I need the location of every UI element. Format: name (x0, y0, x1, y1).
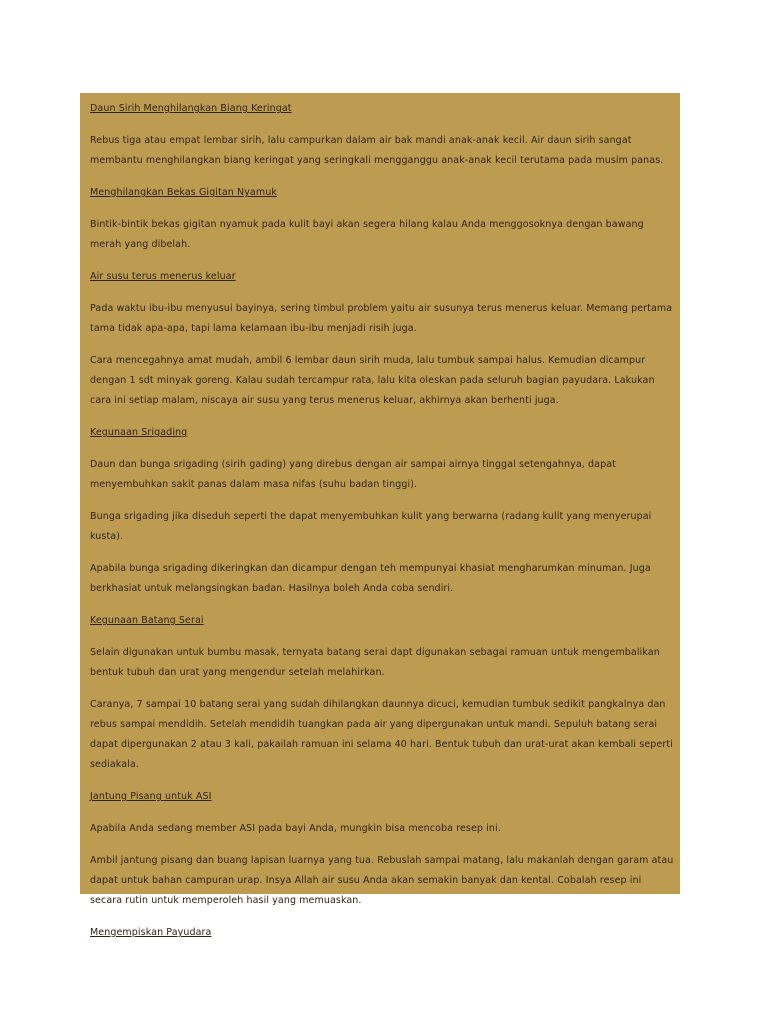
section-paragraph: Caranya, 7 sampai 10 batang serai yang sudah dihilangkan daunnya dicuci, kemudian tumbuk sedikit pangkalnya dan rebus sampai mendidih. Setelah mendidih tuangkan pada air yang dipergunakan untuk mandi. Sepuluh batang serai dapat dipergunakan 2 atau 3 kali, pakailah ramuan ini selama 40 hari. Bentuk tubuh dan urat-urat akan kembali seperti sediakala. (90, 699, 673, 770)
section-paragraph: Selain digunakan untuk bumbu masak, ternyata batang serai dapt digunakan sebagai ramuan untuk mengembalikan bentuk tubuh dan urat yang mengendur setelah melahirkan. (90, 647, 660, 678)
section-heading: Air susu terus menerus keluar (90, 271, 236, 282)
section-heading: Kegunaan Batang Serai (90, 615, 204, 626)
section-paragraph: Bunga srigading jika diseduh seperti the dapat menyembuhkan kulit yang berwarna (radang kulit yang menyerupai kusta). (90, 511, 652, 542)
section-heading: Menghilangkan Bekas Gigitan Nyamuk (90, 187, 277, 198)
article-body (90, 99, 674, 955)
document-page (80, 93, 680, 938)
section-paragraph: Pada waktu ibu-ibu menyusui bayinya, sering timbul problem yaitu air susunya terus menerus keluar. Memang pertama tama tidak apa-apa, tapi lama kelamaan ibu-ibu menjadi risih juga. (90, 303, 673, 334)
section-paragraph: Daun dan bunga srigading (sirih gading) yang direbus dengan air sampai airnya tinggal setengahnya, dapat menyembuhkan sakit panas dalam masa nifas (suhu badan tinggi). (90, 459, 616, 490)
section-paragraph: Apabila bunga srigading dikeringkan dan dicampur dengan teh mempunyai khasiat mengharumkan minuman. Juga berkhasiat untuk melangsingkan badan. Hasilnya boleh Anda coba sendiri. (90, 563, 651, 594)
section-heading: Daun Sirih Menghilangkan Biang Keringat (90, 103, 292, 114)
section-heading: Jantung Pisang untuk ASI (90, 791, 212, 802)
section-paragraph: Cara mencegahnya amat mudah, ambil 6 lembar daun sirih muda, lalu tumbuk sampai halus. Kemudian dicampur dengan 1 sdt minyak goreng. Kalau sudah tercampur rata, lalu kita oleskan pada seluruh bagian payudara. Lakukan cara ini setiap malam, niscaya air susu yang terus menerus keluar, akhirnya akan berhenti juga. (90, 355, 655, 406)
section-heading: Kegunaan Srigading (90, 427, 188, 438)
section-paragraph: Bintik-bintik bekas gigitan nyamuk pada kulit bayi akan segera hilang kalau Anda menggosoknya dengan bawang merah yang dibelah. (90, 219, 644, 250)
section-paragraph: Apabila Anda sedang member ASI pada bayi Anda, mungkin bisa mencoba resep ini. (90, 823, 501, 834)
section-heading: Mengempiskan Payudara (90, 927, 212, 938)
section-paragraph: Ambil jantung pisang dan buang lapisan luarnya yang tua. Rebuslah sampai matang, lalu makanlah dengan garam atau dapat untuk bahan campuran urap. Insya Allah air susu Anda akan semakin banyak dan kental. Cobalah resep ini secara rutin untuk memperoleh hasil yang memuaskan. (90, 855, 674, 906)
section-paragraph: Rebus tiga atau empat lembar sirih, lalu campurkan dalam air bak mandi anak-anak kecil. Air daun sirih sangat membantu menghilangkan biang keringat yang seringkali mengganggu anak-anak kecil terutama pada musim panas. (90, 135, 664, 166)
